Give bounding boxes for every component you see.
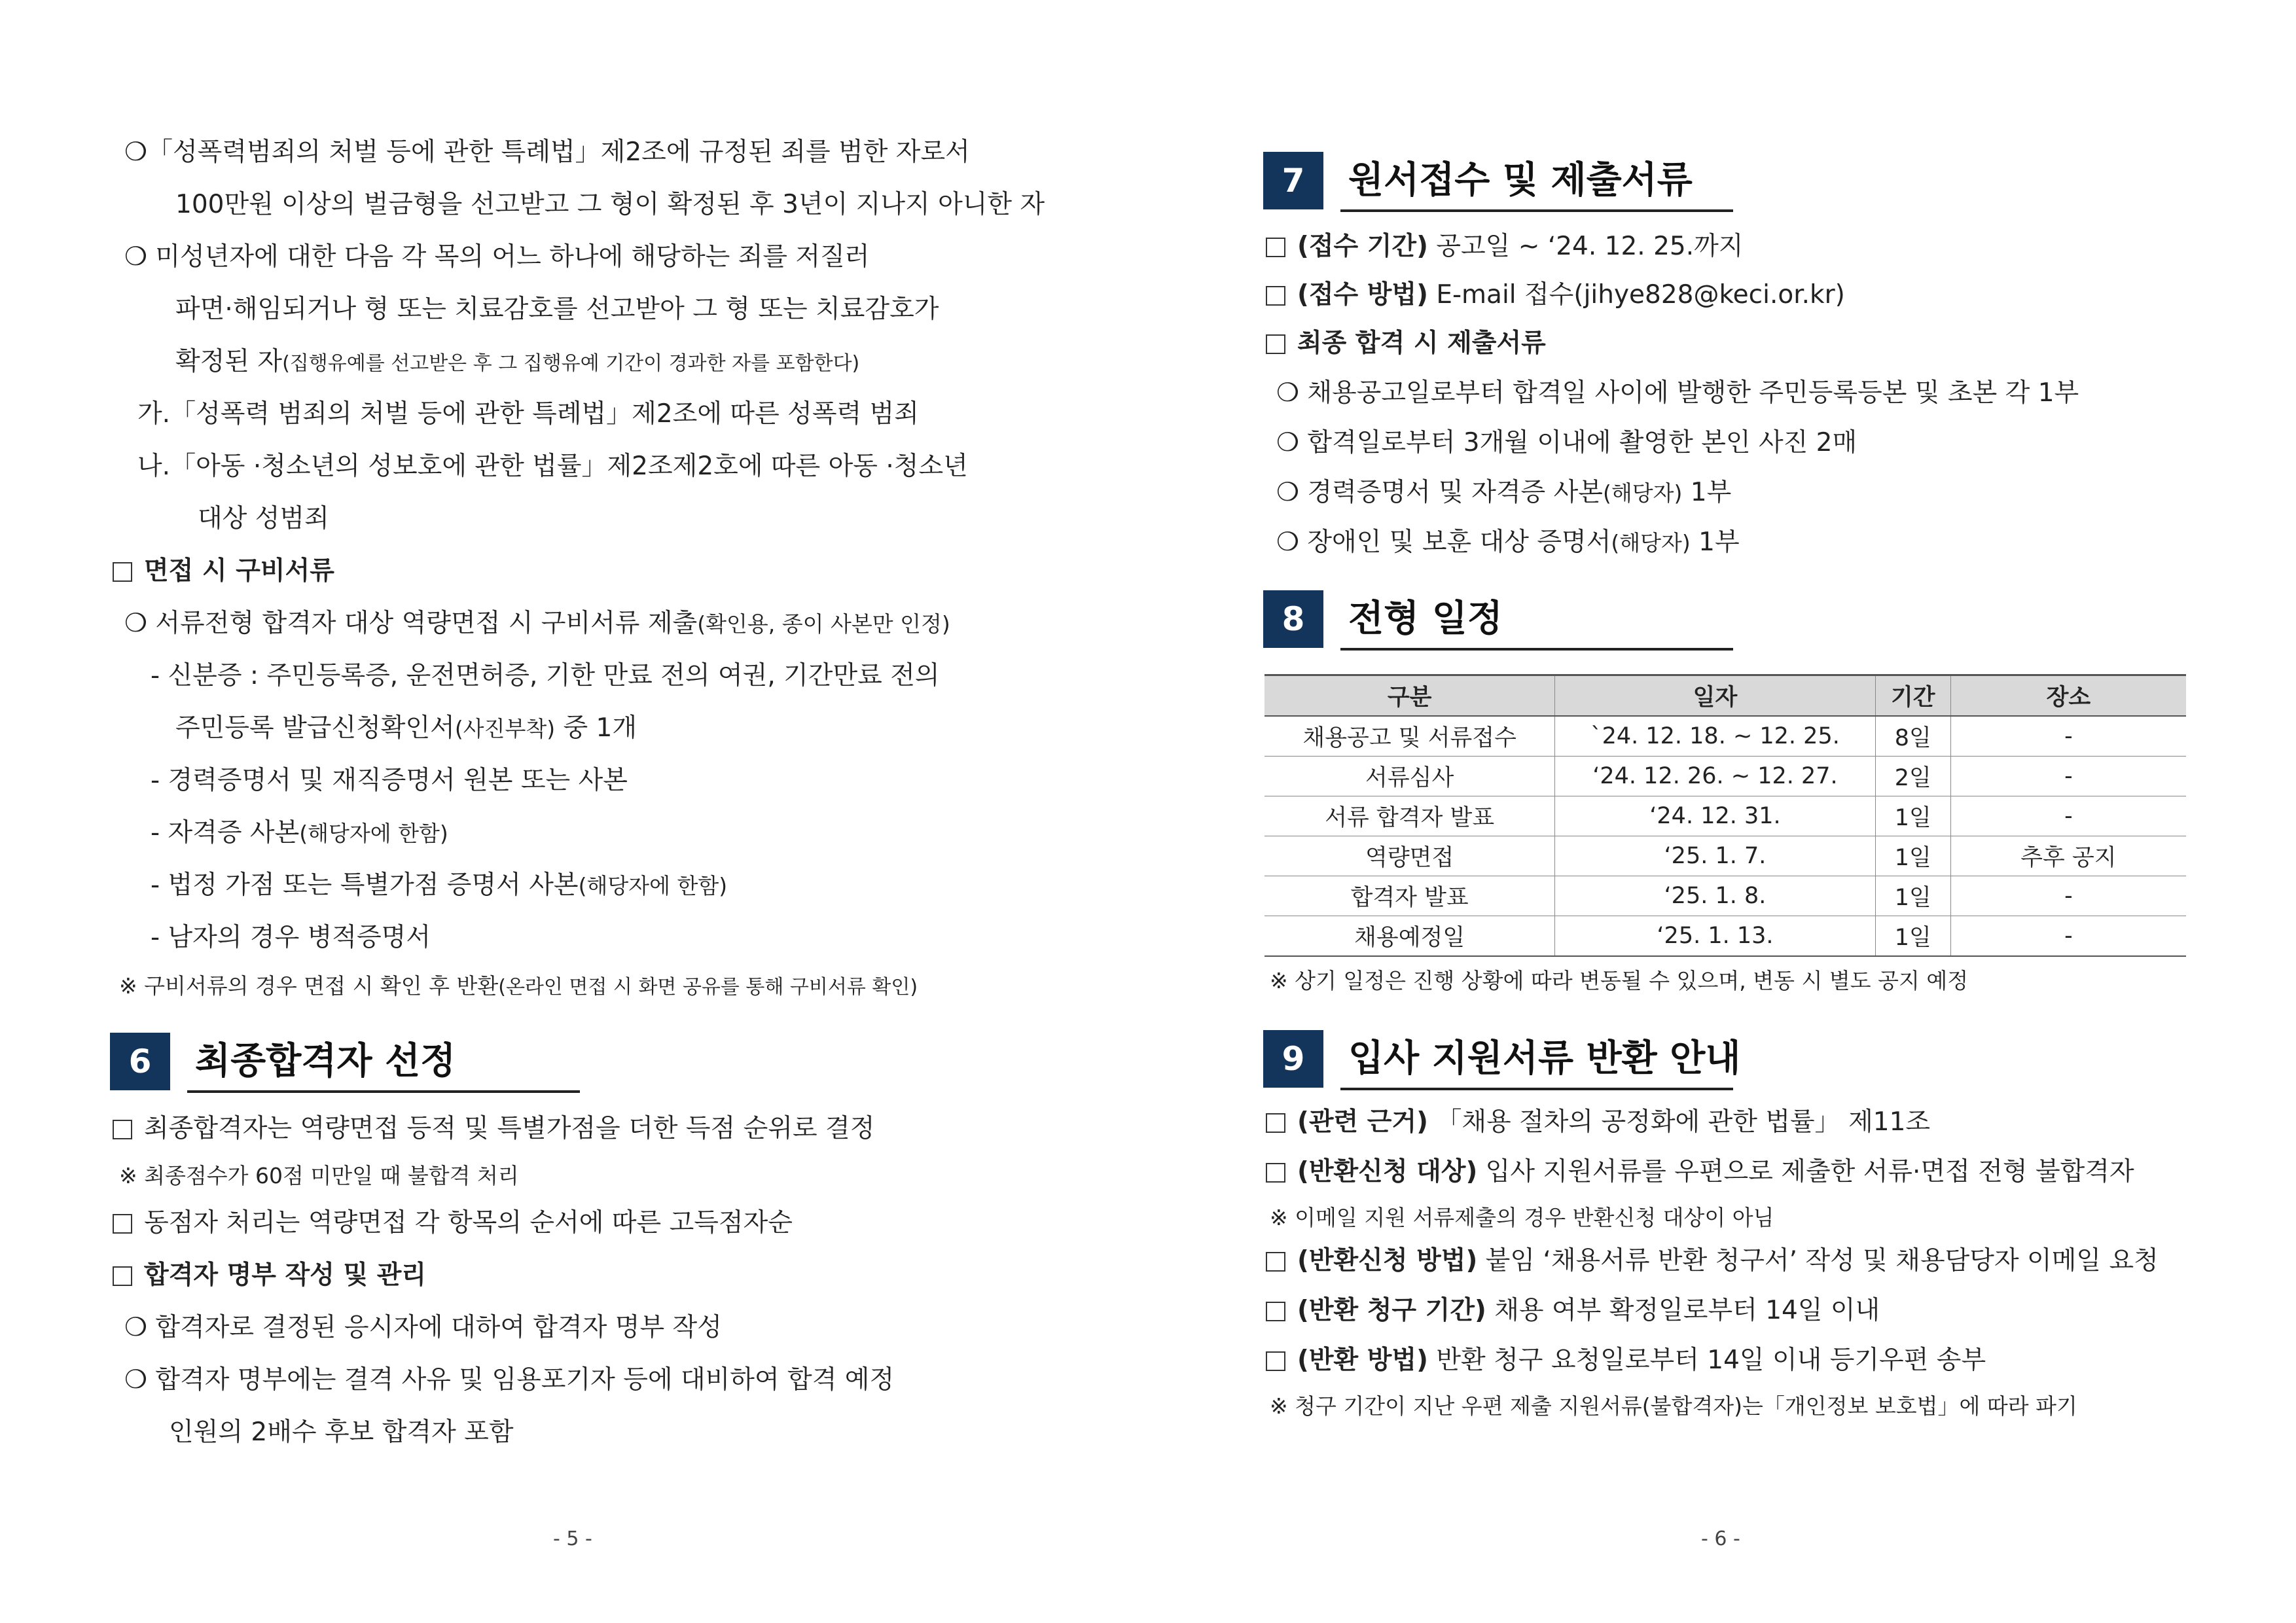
text-line: 나.「아동 ·청소년의 성보호에 관한 법률」제2조제2호에 따른 아동 ·청소년 bbox=[137, 452, 968, 481]
schedule-table bbox=[1265, 674, 2186, 957]
column-header: 기간 bbox=[1875, 675, 1950, 717]
checkbox-square-icon bbox=[1266, 334, 1285, 354]
table-row bbox=[1265, 916, 2186, 957]
table-cell: - bbox=[1950, 916, 2186, 957]
text-line: 인원의 2배수 후보 합격자 포함 bbox=[169, 1418, 514, 1447]
section-number: 8 bbox=[1263, 590, 1323, 648]
section-title: 입사 지원서류 반환 안내 bbox=[1348, 1037, 1741, 1080]
table-cell: ‘25. 1. 7. bbox=[1555, 836, 1875, 876]
column-header: 구분 bbox=[1265, 675, 1555, 717]
text-line: ❍ 합격자로 결정된 응시자에 대하여 합격자 명부 작성 bbox=[124, 1313, 722, 1342]
checkbox-square-icon bbox=[1266, 238, 1285, 257]
section-number: 9 bbox=[1263, 1030, 1323, 1088]
table-cell: - bbox=[1950, 757, 2186, 796]
table-cell: 1일 bbox=[1875, 836, 1950, 876]
table-cell: 추후 공지 bbox=[1950, 836, 2186, 876]
text-line: 확정된 자(집행유예를 선고받은 후 그 집행유예 기간이 경과한 자를 포함한다) bbox=[175, 347, 860, 376]
text-line: ❍ 장애인 및 보훈 대상 증명서(해당자) 1부 bbox=[1276, 527, 1740, 557]
table-cell: - bbox=[1950, 876, 2186, 916]
table-cell: `24. 12. 18. ~ 12. 25. bbox=[1555, 716, 1875, 757]
column-header: 장소 bbox=[1950, 675, 2186, 717]
subheading: 면접 시 구비서류 bbox=[113, 555, 334, 588]
table-row bbox=[1265, 876, 2186, 916]
title-underline bbox=[187, 1090, 580, 1093]
table-cell: ‘24. 12. 31. bbox=[1555, 796, 1875, 836]
section-8-header bbox=[1263, 590, 2284, 656]
checkbox-square-icon bbox=[113, 1120, 132, 1139]
subheading: 최종 합격 시 제출서류 bbox=[1266, 327, 1546, 360]
table-cell: 2일 bbox=[1875, 757, 1950, 796]
table-cell: ‘24. 12. 26. ~ 12. 27. bbox=[1555, 757, 1875, 796]
note-line: ※ 청구 기간이 지난 우편 제출 지원서류(불합격자)는「개인정보 보호법」에 따라 파기 bbox=[1270, 1393, 2077, 1419]
text-line: 최종합격자는 역량면접 등적 및 특별가점을 더한 득점 순위로 결정 bbox=[113, 1113, 874, 1145]
text-line: (접수 방법) E-mail 접수(jihye828@keci.or.kr) bbox=[1266, 279, 1845, 312]
text-line: ❍ 서류전형 합격자 대상 역량면접 시 구비서류 제출(확인용, 종이 사본만 인정) bbox=[124, 609, 950, 638]
page-number: - 6 - bbox=[1701, 1527, 1740, 1550]
text-line: ❍ 합격자 명부에는 결격 사유 및 임용포기자 등에 대비하여 합격 예정 bbox=[124, 1365, 895, 1395]
text-line: - 법정 가점 또는 특별가점 증명서 사본(해당자에 한함) bbox=[151, 870, 728, 900]
table-cell: - bbox=[1950, 796, 2186, 836]
table-row bbox=[1265, 796, 2186, 836]
table-cell: ‘25. 1. 8. bbox=[1555, 876, 1875, 916]
section-7-header bbox=[1263, 152, 2284, 217]
section-6-header bbox=[110, 1033, 1131, 1098]
text-line: (반환신청 대상) 입사 지원서류를 우편으로 제출한 서류·면접 전형 불합격자 bbox=[1266, 1156, 2134, 1188]
text-line: 대상 성범죄 bbox=[198, 504, 329, 533]
checkbox-square-icon bbox=[1266, 1252, 1285, 1272]
checkbox-square-icon bbox=[113, 1266, 132, 1286]
section-title: 최종합격자 선정 bbox=[195, 1040, 456, 1082]
table-header-row bbox=[1265, 675, 2186, 717]
text-line: ❍ 미성년자에 대한 다음 각 목의 어느 하나에 해당하는 죄를 저질러 bbox=[124, 242, 870, 272]
section-9-header bbox=[1263, 1030, 2284, 1096]
text-line: ❍ 합격일로부터 3개월 이내에 촬영한 본인 사진 2매 bbox=[1276, 428, 1857, 457]
text-line: (반환 방법) 반환 청구 요청일로부터 14일 이내 등기우편 송부 bbox=[1266, 1344, 1986, 1377]
checkbox-square-icon bbox=[113, 1214, 132, 1234]
note-line: ※ 이메일 지원 서류제출의 경우 반환신청 대상이 아님 bbox=[1270, 1205, 1774, 1230]
column-header: 일자 bbox=[1555, 675, 1875, 717]
text-line: - 신분증 : 주민등록증, 운전면허증, 기한 만료 전의 여권, 기간만료 전의 bbox=[151, 661, 940, 690]
table-cell: 채용공고 및 서류접수 bbox=[1265, 716, 1555, 757]
table-cell: 8일 bbox=[1875, 716, 1950, 757]
text-line: - 남자의 경우 병적증명서 bbox=[151, 923, 431, 952]
table-cell: 1일 bbox=[1875, 876, 1950, 916]
table-cell: 1일 bbox=[1875, 916, 1950, 957]
table-cell: 역량면접 bbox=[1265, 836, 1555, 876]
text-line: 주민등록 발급신청확인서(사진부착) 중 1개 bbox=[175, 713, 637, 743]
table-cell: 합격자 발표 bbox=[1265, 876, 1555, 916]
right-page bbox=[1148, 0, 2296, 1623]
table-cell: 서류 합격자 발표 bbox=[1265, 796, 1555, 836]
title-underline bbox=[1340, 209, 1733, 212]
text-line: 동점자 처리는 역량면접 각 항목의 순서에 따른 고득점자순 bbox=[113, 1207, 793, 1240]
note-line: ※ 상기 일정은 진행 상황에 따라 변동될 수 있으며, 변동 시 별도 공지 예정 bbox=[1270, 968, 1969, 993]
checkbox-square-icon bbox=[113, 562, 132, 582]
checkbox-square-icon bbox=[1266, 1351, 1285, 1371]
note-line: ※ 최종점수가 60점 미만일 때 불합격 처리 bbox=[119, 1163, 519, 1188]
section-number: 6 bbox=[110, 1033, 170, 1090]
text-line: (접수 기간) 공고일 ~ ‘24. 12. 25.까지 bbox=[1266, 230, 1743, 263]
table-cell: 서류심사 bbox=[1265, 757, 1555, 796]
text-line: ❍「성폭력범죄의 처벌 등에 관한 특례법」제2조에 규정된 죄를 범한 자로서 bbox=[124, 137, 970, 167]
text-line: 파면·해임되거나 형 또는 치료감호를 선고받아 그 형 또는 치료감호가 bbox=[175, 294, 939, 324]
text-line: ❍ 경력증명서 및 자격증 사본(해당자) 1부 bbox=[1276, 478, 1732, 507]
checkbox-square-icon bbox=[1266, 1113, 1285, 1133]
table-cell: ‘25. 1. 13. bbox=[1555, 916, 1875, 957]
text-line: - 경력증명서 및 재직증명서 원본 또는 사본 bbox=[151, 766, 628, 795]
table-cell: - bbox=[1950, 716, 2186, 757]
text-line: (반환 청구 기간) 채용 여부 확정일로부터 14일 이내 bbox=[1266, 1294, 1880, 1327]
section-title: 전형 일정 bbox=[1348, 597, 1503, 640]
table-row bbox=[1265, 716, 2186, 757]
text-line: ❍ 채용공고일로부터 합격일 사이에 발행한 주민등록등본 및 초본 각 1부 bbox=[1276, 378, 2079, 408]
checkbox-square-icon bbox=[1266, 286, 1285, 306]
table-cell: 1일 bbox=[1875, 796, 1950, 836]
table-row bbox=[1265, 757, 2186, 796]
table-row bbox=[1265, 836, 2186, 876]
page-number: - 5 - bbox=[553, 1527, 592, 1550]
section-number: 7 bbox=[1263, 152, 1323, 209]
title-underline bbox=[1340, 1088, 1733, 1090]
table-cell: 채용예정일 bbox=[1265, 916, 1555, 957]
text-line: - 자격증 사본(해당자에 한함) bbox=[151, 818, 448, 847]
checkbox-square-icon bbox=[1266, 1302, 1285, 1321]
title-underline bbox=[1340, 648, 1733, 651]
text-line: 가.「성폭력 범죄의 처벌 등에 관한 특례법」제2조에 따른 성폭력 범죄 bbox=[137, 399, 919, 429]
text-line: (반환신청 방법) 붙임 ‘채용서류 반환 청구서’ 작성 및 채용담당자 이메일 요청 bbox=[1266, 1245, 2159, 1277]
note-line: ※ 구비서류의 경우 면접 시 확인 후 반환(온라인 면접 시 화면 공유를 통해 구비서류 확인) bbox=[119, 973, 918, 999]
text-line: (관련 근거) 「채용 절차의 공정화에 관한 법률」 제11조 bbox=[1266, 1106, 1930, 1139]
text-line: 100만원 이상의 벌금형을 선고받고 그 형이 확정된 후 3년이 지나지 아니한 자 bbox=[175, 190, 1045, 219]
checkbox-square-icon bbox=[1266, 1163, 1285, 1183]
section-title: 원서접수 및 제출서류 bbox=[1348, 159, 1693, 202]
subheading: 합격자 명부 작성 및 관리 bbox=[113, 1259, 426, 1292]
